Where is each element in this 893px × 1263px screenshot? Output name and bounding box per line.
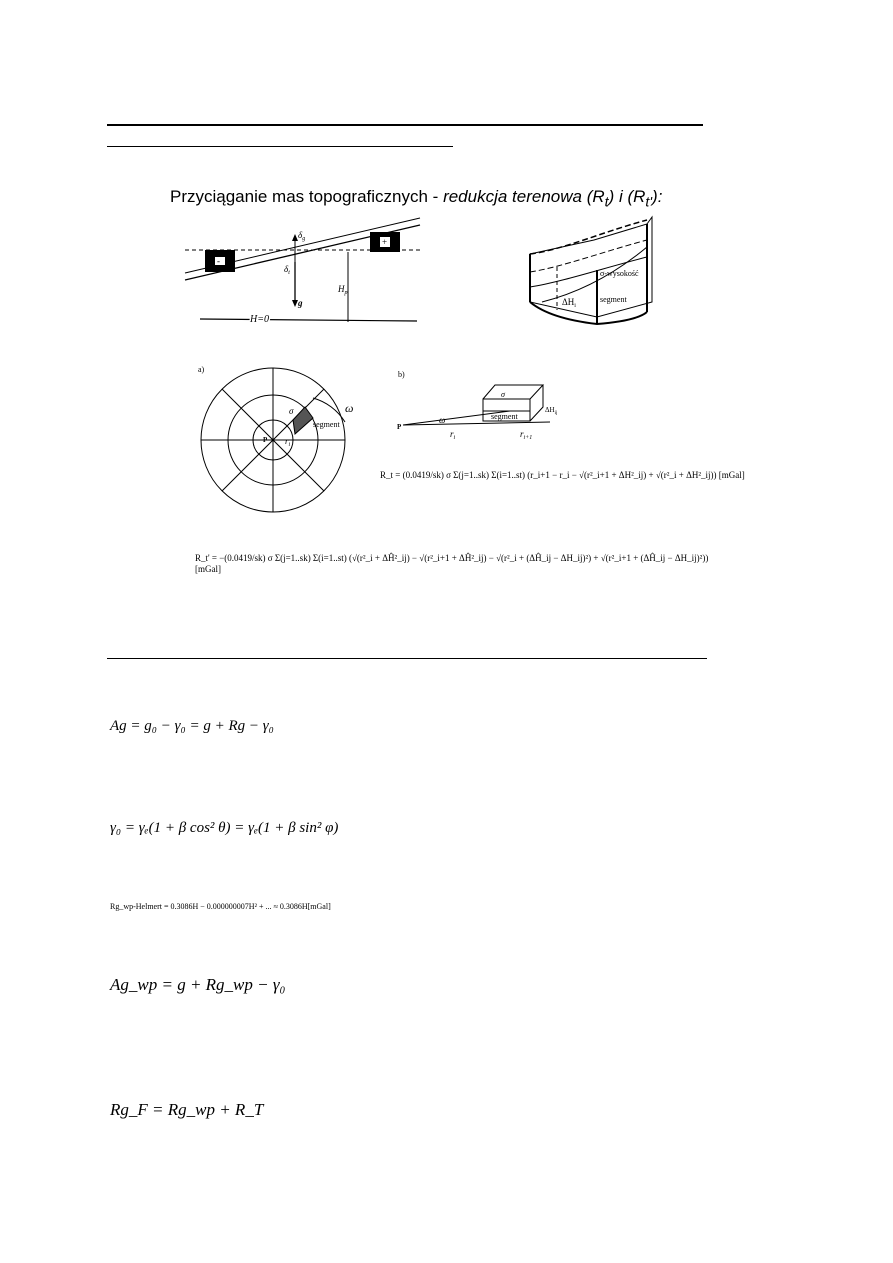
formula-ag: Ag = g₀ − γ₀ = g + Rg − γ₀ bbox=[110, 718, 274, 734]
polar-p-label: P bbox=[263, 436, 268, 444]
formula-ag-wp: Ag_wp = g + Rg_wp − γ₀ bbox=[110, 975, 286, 994]
profile-p-label: P bbox=[397, 423, 402, 431]
profile-b-label: b) bbox=[398, 370, 405, 379]
figure-title-prefix: Przyciąganie mas topograficznych - bbox=[170, 187, 444, 206]
hp-label: $H_p$ bbox=[338, 284, 348, 296]
profile-omega-label: ω bbox=[439, 415, 446, 425]
profile-dh-label: $\Delta H_{ij}$ bbox=[545, 406, 558, 416]
section-rule bbox=[107, 658, 707, 659]
profile-sigma-label: σ bbox=[501, 390, 505, 399]
header-rule-short bbox=[107, 146, 453, 147]
block-dh-label: $\Delta H_i$ bbox=[562, 297, 576, 309]
figure-title-end: ): bbox=[652, 187, 663, 206]
formula-gamma: γ₀ = γₑ(1 + β cos² θ) = γₑ(1 + β sin² φ) bbox=[110, 820, 339, 836]
slope-diagram bbox=[180, 210, 425, 330]
figure-title bbox=[170, 187, 662, 210]
formula-rt-prime-text: R_t' = −(0.0419/sk) σ Σ(j=1..sk) Σ(i=1..st) (√(r²_i + ΔĤ²_ij) − √(r²_i+1 + ΔĤ²_ij) − √(r²_i + (ΔĤ_ij − ΔH_ij)²) + √(r²_i+1 + (ΔĤ_ij − ΔH_ij)²)) [mGal] bbox=[195, 553, 709, 574]
formula-rt-prime bbox=[195, 553, 735, 575]
header-rule-long bbox=[107, 124, 703, 126]
profile-r1-label: $r_{i+1}$ bbox=[520, 429, 533, 441]
formula-rt-text: R_t = (0.0419/sk) σ Σ(j=1..sk) Σ(i=1..st) (r_i+1 − r_i − √(r²_i+1 + ΔH²_ij) + √(r²_i + ΔH²_ij)) [mGal] bbox=[380, 470, 745, 480]
formula-rg-wp: Rg_wp-Helmert = 0.3086H − 0.000000007H² + ... ≈ 0.3086H[mGal] bbox=[110, 902, 331, 911]
block-diagram bbox=[522, 212, 662, 342]
block-segment-label: segment bbox=[600, 295, 627, 304]
profile-diagram bbox=[395, 367, 580, 462]
block-sigma-label: σ-wysokość bbox=[600, 269, 639, 278]
delta-t-label: $\delta_t$ bbox=[284, 264, 290, 276]
figure-title-mid: ) i (R bbox=[608, 187, 646, 206]
polar-diagram bbox=[195, 362, 365, 522]
figure-title-sub2: t' bbox=[645, 194, 653, 211]
g-vector-label: g bbox=[298, 298, 303, 308]
profile-segment-label: segment bbox=[491, 412, 518, 421]
figure-title-sub1: t bbox=[604, 194, 609, 211]
figure-title-italic-text: redukcja terenowa (R bbox=[443, 187, 605, 206]
figure-title-italic bbox=[443, 187, 663, 211]
polar-sigma-label: σ bbox=[289, 406, 294, 416]
polar-a-label: a) bbox=[198, 365, 205, 374]
profile-r-label: $r_i$ bbox=[450, 429, 456, 441]
formula-rg-f: Rg_F = Rg_wp + R_T bbox=[110, 1100, 264, 1119]
minus-mass-label: - bbox=[217, 256, 220, 266]
h0-label: H=0 bbox=[250, 314, 269, 325]
polar-omega-label: ω bbox=[345, 401, 354, 415]
polar-segment-label: segment bbox=[313, 420, 340, 429]
formula-rt bbox=[380, 470, 750, 481]
plus-mass-label: + bbox=[382, 237, 388, 247]
polar-r-label: $r_i$ bbox=[285, 436, 291, 448]
delta-g-label: $\delta_g$ bbox=[298, 230, 306, 242]
